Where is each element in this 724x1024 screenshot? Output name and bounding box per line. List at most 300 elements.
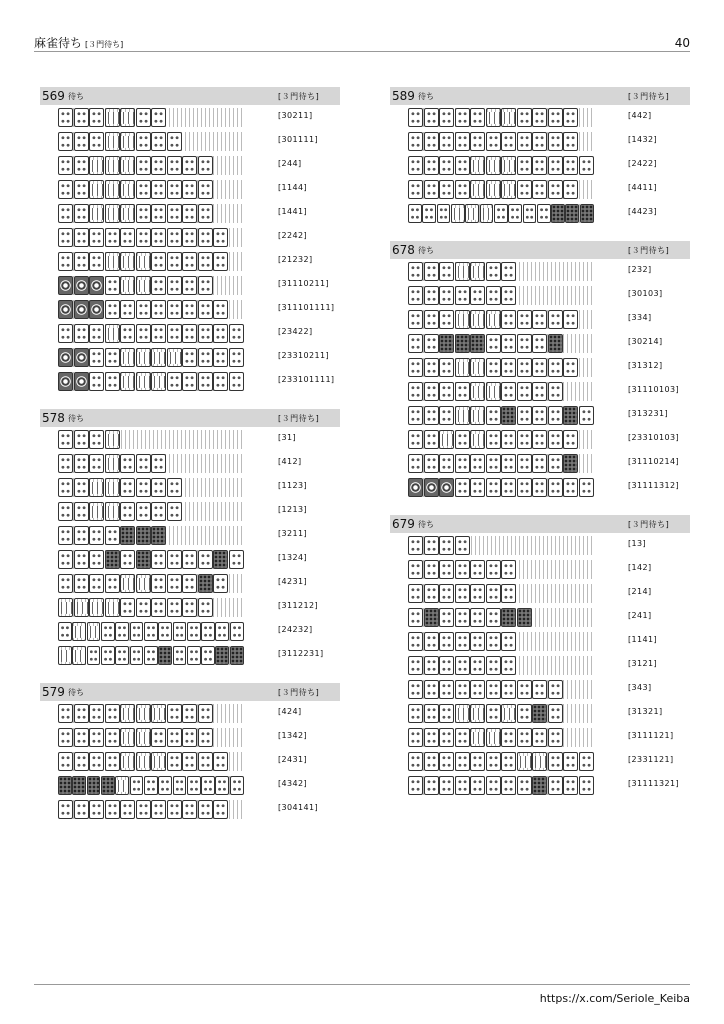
mahjong-tile (89, 752, 104, 771)
mahjong-tile (501, 310, 516, 329)
mahjong-tile (548, 776, 563, 795)
wait-code: [3121] (628, 659, 658, 668)
mahjong-tile (120, 300, 135, 319)
tile-hand (408, 752, 594, 771)
wait-code: [3211] (278, 529, 308, 538)
wait-section (40, 683, 340, 821)
mahjong-tile (455, 286, 470, 305)
mahjong-tile (532, 752, 547, 771)
mahjong-tile (74, 252, 89, 271)
mahjong-tile (173, 646, 187, 665)
wait-code: [311101111] (278, 303, 335, 312)
mahjong-tile (151, 704, 166, 723)
mahjong-tile (136, 348, 151, 367)
mahjong-tile (136, 180, 151, 199)
tile-hand (58, 132, 244, 151)
hand-row (40, 427, 340, 451)
mahjong-tile (167, 132, 182, 151)
mahjong-tile (144, 646, 158, 665)
tile-hand (408, 262, 594, 281)
mahjong-tile (105, 132, 120, 151)
mahjong-tile (563, 310, 578, 329)
mahjong-tile (120, 704, 135, 723)
mahjong-tile (424, 180, 439, 199)
mahjong-tile (229, 348, 244, 367)
tile-hand (58, 574, 244, 593)
wait-label: 待ち (68, 688, 84, 697)
mahjong-tile (89, 108, 104, 127)
mahjong-tile (105, 502, 120, 521)
tile-hand (58, 108, 244, 127)
mahjong-tile (74, 574, 89, 593)
mahjong-tile (501, 430, 516, 449)
mahjong-tile (501, 108, 516, 127)
tile-hand (408, 728, 594, 747)
mahjong-tile (517, 358, 532, 377)
mahjong-tile (424, 560, 439, 579)
mahjong-tile (167, 372, 182, 391)
mahjong-tile (136, 252, 151, 271)
mahjong-tile (74, 704, 89, 723)
mahjong-tile (532, 310, 547, 329)
mahjong-tile (548, 358, 563, 377)
mahjong-tile (486, 560, 501, 579)
mahjong-tile (74, 550, 89, 569)
wait-code: [2331121] (628, 755, 674, 764)
section-header (390, 515, 690, 533)
mahjong-tile (408, 358, 423, 377)
mahjong-tile (105, 430, 120, 449)
mahjong-tile (182, 728, 197, 747)
mahjong-tile (213, 550, 228, 569)
mahjong-tile (101, 622, 115, 641)
mahjong-tile (424, 108, 439, 127)
mahjong-tile (74, 324, 89, 343)
mahjong-tile (501, 132, 516, 151)
hand-row (390, 773, 690, 797)
mahjong-tile (532, 776, 547, 795)
tile-hand (58, 156, 244, 175)
tile-hand (58, 228, 244, 247)
tile-hand (58, 276, 244, 295)
mahjong-tile (439, 310, 454, 329)
wait-code: [31110211] (278, 279, 329, 288)
mahjong-tile (408, 310, 423, 329)
hand-row (390, 427, 690, 451)
mahjong-tile (151, 598, 166, 617)
mahjong-tile (58, 646, 72, 665)
mahjong-tile (198, 276, 213, 295)
wait-number: 679 (392, 517, 415, 531)
mahjong-tile (151, 228, 166, 247)
mahjong-tile (58, 752, 73, 771)
mahjong-tile (517, 776, 532, 795)
mahjong-tile (74, 430, 89, 449)
mahjong-tile (470, 406, 485, 425)
wait-code: [4342] (278, 779, 308, 788)
tile-hand (408, 132, 594, 151)
mahjong-tile (408, 132, 423, 151)
mahjong-tile (408, 536, 423, 555)
wait-type: [３門待ち] (628, 520, 670, 529)
mahjong-tile (167, 276, 182, 295)
mahjong-tile (105, 300, 120, 319)
wait-number: 578 (42, 411, 65, 425)
mahjong-tile (517, 180, 532, 199)
mahjong-tile (167, 574, 182, 593)
mahjong-tile (408, 704, 423, 723)
mahjong-tile (198, 574, 213, 593)
mahjong-tile (182, 324, 197, 343)
mahjong-tile (494, 204, 508, 223)
tile-hand (58, 550, 244, 569)
mahjong-tile (563, 108, 578, 127)
mahjong-tile (580, 204, 594, 223)
tile-hand (58, 502, 244, 521)
mahjong-tile (548, 680, 563, 699)
mahjong-tile (105, 348, 120, 367)
mahjong-tile (182, 156, 197, 175)
tile-hand (58, 430, 244, 449)
mahjong-tile (424, 156, 439, 175)
mahjong-tile (439, 358, 454, 377)
mahjong-tile (213, 324, 228, 343)
mahjong-tile (230, 646, 244, 665)
mahjong-tile (89, 276, 104, 295)
mahjong-tile (470, 310, 485, 329)
wait-code: [31] (278, 433, 297, 442)
mahjong-tile (187, 622, 201, 641)
mahjong-tile (74, 204, 89, 223)
mahjong-tile (465, 204, 479, 223)
mahjong-tile (215, 776, 229, 795)
wait-label: 待ち (418, 246, 434, 255)
mahjong-tile (455, 108, 470, 127)
mahjong-tile (115, 622, 129, 641)
mahjong-tile (74, 372, 89, 391)
tile-hand (58, 204, 244, 223)
mahjong-tile (120, 526, 135, 545)
mahjong-tile (486, 132, 501, 151)
mahjong-tile (167, 752, 182, 771)
wait-code: [313231] (628, 409, 668, 418)
mahjong-tile (408, 584, 423, 603)
mahjong-tile (455, 680, 470, 699)
mahjong-tile (101, 776, 115, 795)
tile-hand (58, 348, 244, 367)
hand-row (390, 605, 690, 629)
mahjong-tile (486, 704, 501, 723)
mahjong-tile (213, 752, 228, 771)
wait-code: [244] (278, 159, 302, 168)
mahjong-tile (548, 180, 563, 199)
mahjong-tile (501, 704, 516, 723)
mahjong-tile (424, 704, 439, 723)
mahjong-tile (201, 622, 215, 641)
mahjong-tile (105, 180, 120, 199)
mahjong-tile (532, 334, 547, 353)
wait-code: [4411] (628, 183, 658, 192)
mahjong-tile (470, 752, 485, 771)
mahjong-tile (58, 478, 73, 497)
mahjong-tile (470, 680, 485, 699)
mahjong-tile (58, 526, 73, 545)
mahjong-tile (439, 536, 454, 555)
mahjong-tile (532, 406, 547, 425)
mahjong-tile (136, 574, 151, 593)
mahjong-tile (58, 348, 73, 367)
mahjong-tile (182, 300, 197, 319)
tile-hand (408, 656, 594, 675)
mahjong-tile (532, 430, 547, 449)
hand-row (40, 523, 340, 547)
mahjong-tile (424, 608, 439, 627)
wait-code: [214] (628, 587, 652, 596)
mahjong-tile (151, 752, 166, 771)
tile-hand (58, 454, 244, 473)
mahjong-tile (470, 180, 485, 199)
wait-code: [31321] (628, 707, 663, 716)
wait-number: 678 (392, 243, 415, 257)
mahjong-tile (120, 574, 135, 593)
mahjong-tile (74, 454, 89, 473)
tile-hand (408, 406, 594, 425)
mahjong-tile (424, 632, 439, 651)
mahjong-tile (579, 478, 594, 497)
wait-code: [2422] (628, 159, 658, 168)
hand-row (390, 701, 690, 725)
wait-code: [311212] (278, 601, 318, 610)
mahjong-tile (517, 430, 532, 449)
mahjong-tile (58, 728, 73, 747)
mahjong-tile (455, 704, 470, 723)
tile-hand (58, 324, 244, 343)
mahjong-tile (470, 382, 485, 401)
mahjong-tile (136, 800, 151, 819)
mahjong-tile (517, 704, 532, 723)
mahjong-tile (408, 334, 423, 353)
mahjong-tile (120, 204, 135, 223)
mahjong-tile (439, 334, 454, 353)
mahjong-tile (408, 478, 423, 497)
mahjong-tile (537, 204, 551, 223)
mahjong-tile (151, 156, 166, 175)
mahjong-tile (120, 180, 135, 199)
tile-hand (58, 478, 244, 497)
mahjong-tile (501, 560, 516, 579)
mahjong-tile (120, 800, 135, 819)
mahjong-tile (105, 156, 120, 175)
wait-code: [304141] (278, 803, 318, 812)
mahjong-tile (58, 598, 73, 617)
mahjong-tile (451, 204, 465, 223)
mahjong-tile (517, 382, 532, 401)
wait-code: [4423] (628, 207, 658, 216)
mahjong-tile (74, 228, 89, 247)
mahjong-tile (470, 358, 485, 377)
mahjong-tile (136, 324, 151, 343)
mahjong-tile (501, 334, 516, 353)
mahjong-tile (201, 646, 215, 665)
wait-section (390, 515, 690, 797)
page-title-tag: [３門待ち] (85, 40, 124, 49)
section-header (40, 683, 340, 701)
hand-row (390, 283, 690, 307)
tile-hand (58, 598, 244, 617)
mahjong-tile (213, 574, 228, 593)
hand-row (40, 595, 340, 619)
mahjong-tile (439, 156, 454, 175)
mahjong-tile (408, 776, 423, 795)
mahjong-tile (198, 252, 213, 271)
mahjong-tile (424, 430, 439, 449)
mahjong-tile (136, 300, 151, 319)
mahjong-tile (187, 776, 201, 795)
mahjong-tile (486, 406, 501, 425)
mahjong-tile (486, 680, 501, 699)
mahjong-tile (408, 632, 423, 651)
mahjong-tile (579, 752, 594, 771)
mahjong-tile (480, 204, 494, 223)
mahjong-tile (120, 752, 135, 771)
wait-code: [1432] (628, 135, 658, 144)
mahjong-tile (563, 406, 578, 425)
mahjong-tile (517, 132, 532, 151)
mahjong-tile (167, 704, 182, 723)
mahjong-tile (455, 478, 470, 497)
mahjong-tile (151, 108, 166, 127)
mahjong-tile (532, 454, 547, 473)
hand-row (40, 701, 340, 725)
mahjong-tile (517, 310, 532, 329)
hand-row (40, 345, 340, 369)
mahjong-tile (486, 752, 501, 771)
mahjong-tile (89, 348, 104, 367)
mahjong-tile (579, 776, 594, 795)
wait-code: [241] (628, 611, 652, 620)
wait-code: [232] (628, 265, 652, 274)
mahjong-tile (563, 180, 578, 199)
wait-code: [2431] (278, 755, 308, 764)
mahjong-tile (72, 776, 86, 795)
mahjong-tile (408, 656, 423, 675)
hand-row (390, 581, 690, 605)
hand-row (40, 643, 340, 667)
mahjong-tile (167, 324, 182, 343)
mahjong-tile (439, 180, 454, 199)
mahjong-tile (105, 228, 120, 247)
mahjong-tile (455, 382, 470, 401)
mahjong-tile (424, 728, 439, 747)
tile-hand (408, 454, 594, 473)
mahjong-tile (198, 156, 213, 175)
mahjong-tile (486, 478, 501, 497)
mahjong-tile (58, 574, 73, 593)
mahjong-tile (548, 728, 563, 747)
wait-code: [31110103] (628, 385, 679, 394)
mahjong-tile (486, 334, 501, 353)
wait-code: [31110214] (628, 457, 679, 466)
mahjong-tile (105, 204, 120, 223)
mahjong-tile (548, 430, 563, 449)
hand-row (390, 307, 690, 331)
hand-row (40, 273, 340, 297)
mahjong-tile (198, 204, 213, 223)
mahjong-tile (58, 132, 73, 151)
mahjong-tile (424, 406, 439, 425)
mahjong-tile (408, 728, 423, 747)
tile-hand (408, 358, 594, 377)
mahjong-tile (548, 478, 563, 497)
mahjong-tile (563, 156, 578, 175)
mahjong-tile (408, 406, 423, 425)
mahjong-tile (151, 252, 166, 271)
hand-row (40, 105, 340, 129)
mahjong-tile (408, 286, 423, 305)
wait-code: [31111312] (628, 481, 679, 490)
mahjong-tile (486, 632, 501, 651)
mahjong-tile (167, 478, 182, 497)
mahjong-tile (455, 156, 470, 175)
mahjong-tile (136, 156, 151, 175)
hand-row (40, 547, 340, 571)
mahjong-tile (115, 776, 129, 795)
mahjong-tile (182, 204, 197, 223)
mahjong-tile (439, 382, 454, 401)
mahjong-tile (198, 180, 213, 199)
wait-type: [３門待ち] (278, 688, 320, 697)
mahjong-tile (437, 204, 451, 223)
mahjong-tile (408, 752, 423, 771)
mahjong-tile (136, 502, 151, 521)
mahjong-tile (74, 752, 89, 771)
mahjong-tile (198, 228, 213, 247)
tile-hand (408, 310, 594, 329)
mahjong-tile (74, 348, 89, 367)
tile-hand (408, 704, 594, 723)
mahjong-tile (455, 262, 470, 281)
wait-code: [1213] (278, 505, 308, 514)
mahjong-tile (198, 300, 213, 319)
mahjong-tile (532, 180, 547, 199)
mahjong-tile (213, 252, 228, 271)
mahjong-tile (89, 478, 104, 497)
mahjong-tile (424, 752, 439, 771)
mahjong-tile (424, 584, 439, 603)
hand-row (390, 677, 690, 701)
mahjong-tile (151, 300, 166, 319)
hand-row (40, 369, 340, 393)
mahjong-tile (424, 536, 439, 555)
mahjong-tile (563, 752, 578, 771)
mahjong-tile (486, 430, 501, 449)
mahjong-tile (563, 430, 578, 449)
tile-hand (408, 180, 594, 199)
mahjong-tile (105, 108, 120, 127)
mahjong-tile (182, 752, 197, 771)
wait-code: [142] (628, 563, 652, 572)
mahjong-tile (486, 728, 501, 747)
mahjong-tile (136, 372, 151, 391)
mahjong-tile (563, 776, 578, 795)
mahjong-tile (130, 646, 144, 665)
mahjong-tile (89, 252, 104, 271)
mahjong-tile (58, 372, 73, 391)
hand-row (40, 749, 340, 773)
mahjong-tile (105, 752, 120, 771)
mahjong-tile (198, 800, 213, 819)
wait-type: [３門待ち] (628, 246, 670, 255)
